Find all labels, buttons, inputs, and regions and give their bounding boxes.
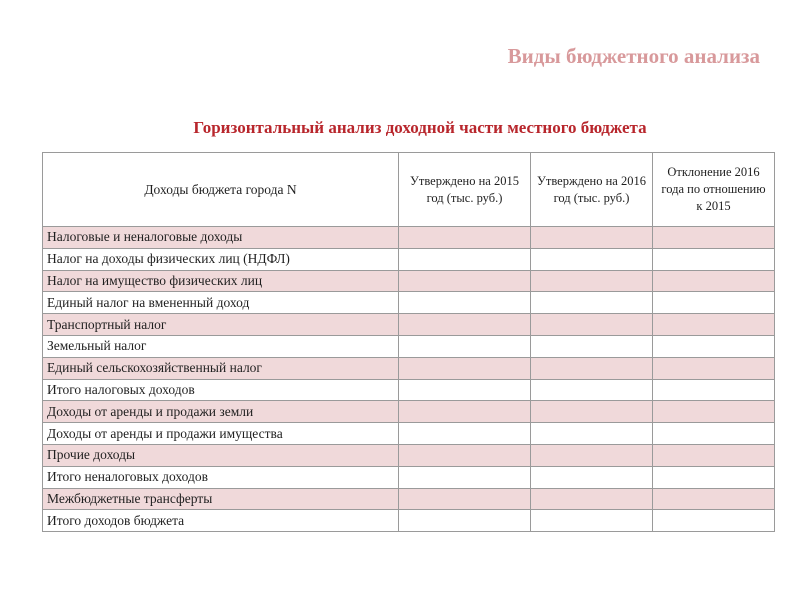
table-row [43,335,775,357]
deviation-cell[interactable] [653,270,775,292]
value-2016-cell[interactable] [531,357,653,379]
slide-title: Виды бюджетного анализа [507,44,760,68]
table-row [43,401,775,423]
header-approved-2015: Утверждено на 2015 год (тыс. руб.) [399,153,531,227]
deviation-cell[interactable] [653,227,775,249]
row-label: Единый сельскохозяйственный налог [43,357,399,379]
value-2015-cell[interactable] [399,314,531,336]
row-label: Налог на имущество физических лиц [43,270,399,292]
table-row [43,466,775,488]
deviation-cell[interactable] [653,444,775,466]
header-income-category: Доходы бюджета города N [43,153,399,227]
budget-table [42,152,775,532]
value-2016-cell[interactable] [531,510,653,532]
value-2015-cell[interactable] [399,379,531,401]
value-2016-cell[interactable] [531,314,653,336]
table-row [43,423,775,445]
value-2015-cell[interactable] [399,466,531,488]
row-label: Единый налог на вмененный доход [43,292,399,314]
deviation-cell[interactable] [653,510,775,532]
table-row [43,357,775,379]
value-2015-cell[interactable] [399,227,531,249]
deviation-cell[interactable] [653,335,775,357]
value-2015-cell[interactable] [399,401,531,423]
row-label: Доходы от аренды и продажи имущества [43,423,399,445]
deviation-cell[interactable] [653,292,775,314]
table-row [43,379,775,401]
table-row [43,248,775,270]
value-2016-cell[interactable] [531,423,653,445]
value-2015-cell[interactable] [399,423,531,445]
value-2015-cell[interactable] [399,335,531,357]
header-deviation: Отклонение 2016 года по отношению к 2015 [653,153,775,227]
value-2015-cell[interactable] [399,270,531,292]
deviation-cell[interactable] [653,357,775,379]
deviation-cell[interactable] [653,248,775,270]
value-2015-cell[interactable] [399,292,531,314]
value-2016-cell[interactable] [531,248,653,270]
table-row [43,227,775,249]
value-2016-cell[interactable] [531,488,653,510]
value-2015-cell[interactable] [399,488,531,510]
row-label: Итого доходов бюджета [43,510,399,532]
value-2015-cell[interactable] [399,357,531,379]
table-row [43,510,775,532]
row-label: Налоговые и неналоговые доходы [43,227,399,249]
row-label: Транспортный налог [43,314,399,336]
value-2015-cell[interactable] [399,510,531,532]
row-label: Итого неналоговых доходов [43,466,399,488]
table-row [43,314,775,336]
row-label: Межбюджетные трансферты [43,488,399,510]
deviation-cell[interactable] [653,379,775,401]
value-2015-cell[interactable] [399,444,531,466]
row-label: Прочие доходы [43,444,399,466]
table-row [43,444,775,466]
deviation-cell[interactable] [653,488,775,510]
value-2016-cell[interactable] [531,401,653,423]
value-2016-cell[interactable] [531,444,653,466]
table-header-row [43,153,775,227]
deviation-cell[interactable] [653,466,775,488]
value-2016-cell[interactable] [531,270,653,292]
deviation-cell[interactable] [653,314,775,336]
value-2016-cell[interactable] [531,292,653,314]
row-label: Земельный налог [43,335,399,357]
deviation-cell[interactable] [653,401,775,423]
deviation-cell[interactable] [653,423,775,445]
table-row [43,270,775,292]
header-approved-2016: Утверждено на 2016 год (тыс. руб.) [531,153,653,227]
row-label: Доходы от аренды и продажи земли [43,401,399,423]
value-2016-cell[interactable] [531,379,653,401]
table-subtitle: Горизонтальный анализ доходной части местного бюджета [193,118,647,137]
value-2016-cell[interactable] [531,335,653,357]
row-label: Налог на доходы физических лиц (НДФЛ) [43,248,399,270]
value-2016-cell[interactable] [531,227,653,249]
row-label: Итого налоговых доходов [43,379,399,401]
table-row [43,488,775,510]
value-2016-cell[interactable] [531,466,653,488]
table-row [43,292,775,314]
table-body [43,227,775,532]
value-2015-cell[interactable] [399,248,531,270]
